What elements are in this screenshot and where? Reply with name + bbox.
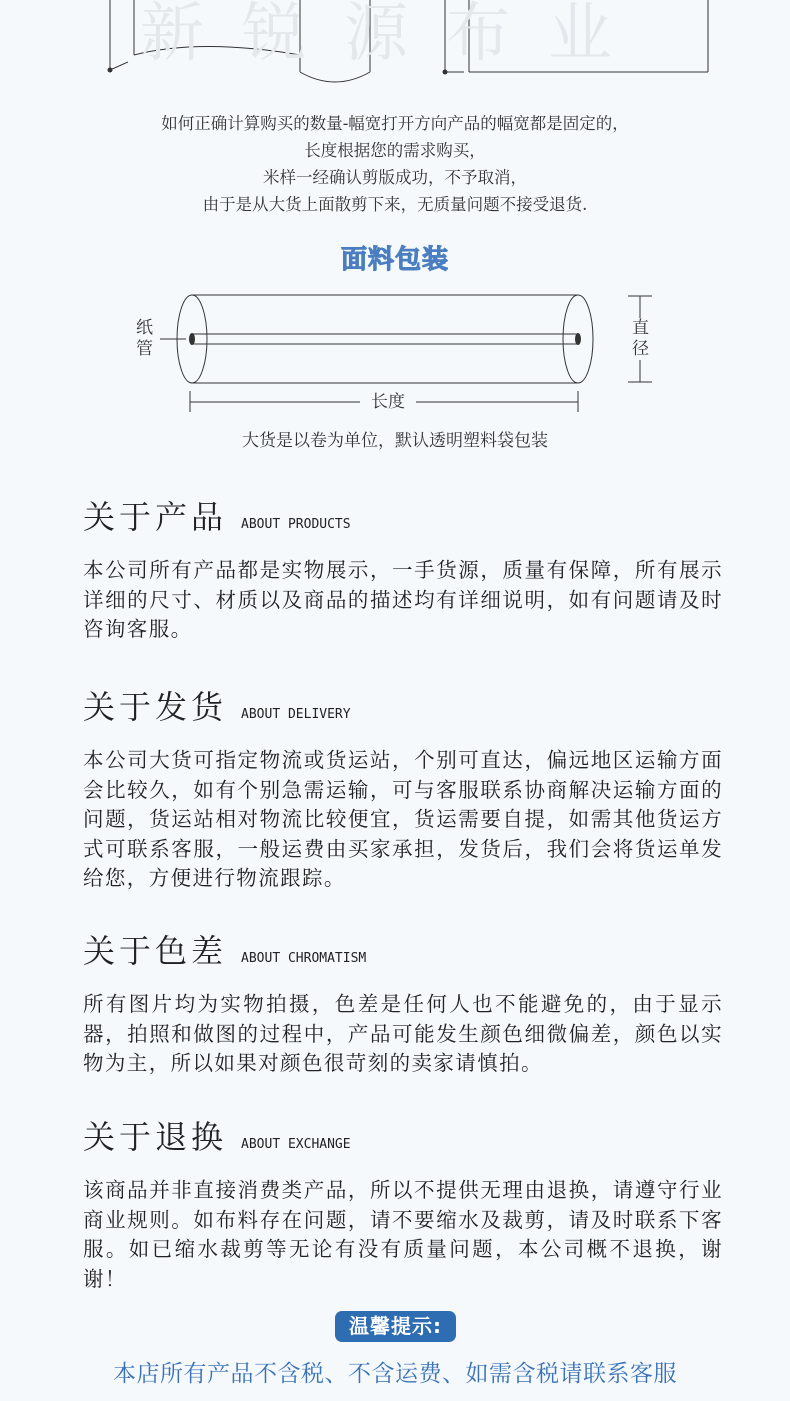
section-chromatism bbox=[83, 926, 723, 1079]
section-products bbox=[83, 492, 723, 645]
section-body: 本公司大货可指定物流或货运站，个别可直达，偏远地区运输方面会比较久，如有个别急需运输，可与客服联系协商解决运输方面的问题，货运站相对物流比较便宜，货运需要自提，如需其他货运方式可联系客服，一般运费由买家承担，发货后，我们会将货运单发给您，方便进行物流跟踪。 bbox=[83, 748, 723, 890]
notice-text: 本店所有产品不含税、不含运费、如需含税请联系客服 bbox=[113, 1361, 677, 1387]
packaging-caption: 大货是以卷为单位，默认透明塑料袋包装 bbox=[242, 431, 548, 451]
section-heading bbox=[83, 926, 723, 972]
top-diagram bbox=[0, 0, 790, 90]
fabric-roll-diagram bbox=[120, 288, 680, 418]
section-title: 关于退换 bbox=[83, 1118, 228, 1156]
section-title: 关于产品 bbox=[83, 498, 228, 536]
section-heading bbox=[83, 492, 723, 538]
section-body: 所有图片均为实物拍摄，色差是任何人也不能避免的，由于显示器，拍照和做图的过程中，产品可能发生颜色细微偏差，颜色以实物为主，所以如果对颜色很苛刻的卖家请慎拍。 bbox=[83, 992, 723, 1075]
section-subtitle: ABOUT DELIVERY bbox=[241, 707, 351, 722]
section-delivery bbox=[83, 682, 723, 894]
intro-line: 米样一经确认剪版成功，不予取消， bbox=[263, 168, 527, 187]
section-heading bbox=[83, 682, 723, 728]
diameter-label: 直 径 bbox=[632, 318, 649, 359]
notice-badge: 温馨提示: bbox=[335, 1311, 456, 1342]
purchase-instructions bbox=[0, 110, 790, 218]
section-subtitle: ABOUT EXCHANGE bbox=[241, 1137, 351, 1152]
tube-label: 纸 管 bbox=[136, 318, 153, 359]
packaging-title: 面料包装 bbox=[340, 245, 449, 275]
length-label: 长度 bbox=[371, 392, 405, 412]
intro-line: 由于是从大货上面散剪下来，无质量问题不接受退货. bbox=[202, 195, 588, 214]
section-subtitle: ABOUT CHROMATISM bbox=[241, 951, 367, 966]
intro-line: 长度根据您的需求购买， bbox=[304, 141, 486, 160]
brand-watermark: 新锐源布业 bbox=[140, 0, 650, 71]
intro-line: 如何正确计算购买的数量-幅宽打开方向产品的幅宽都是固定的， bbox=[161, 114, 629, 133]
section-body: 本公司所有产品都是实物展示，一手货源，质量有保障，所有展示详细的尺寸、材质以及商品的描述均有详细说明，如有问题请及时咨询客服。 bbox=[83, 558, 723, 641]
section-subtitle: ABOUT PRODUCTS bbox=[241, 517, 351, 532]
section-title: 关于色差 bbox=[83, 932, 228, 970]
section-heading bbox=[83, 1112, 723, 1158]
section-body: 该商品并非直接消费类产品，所以不提供无理由退换，请遵守行业商业规则。如布料存在问题，请不要缩水及裁剪，请及时联系下客服。如已缩水裁剪等无论有没有质量问题，本公司概不退换，谢谢！ bbox=[83, 1178, 723, 1291]
section-exchange bbox=[83, 1112, 723, 1294]
section-title: 关于发货 bbox=[83, 688, 228, 726]
